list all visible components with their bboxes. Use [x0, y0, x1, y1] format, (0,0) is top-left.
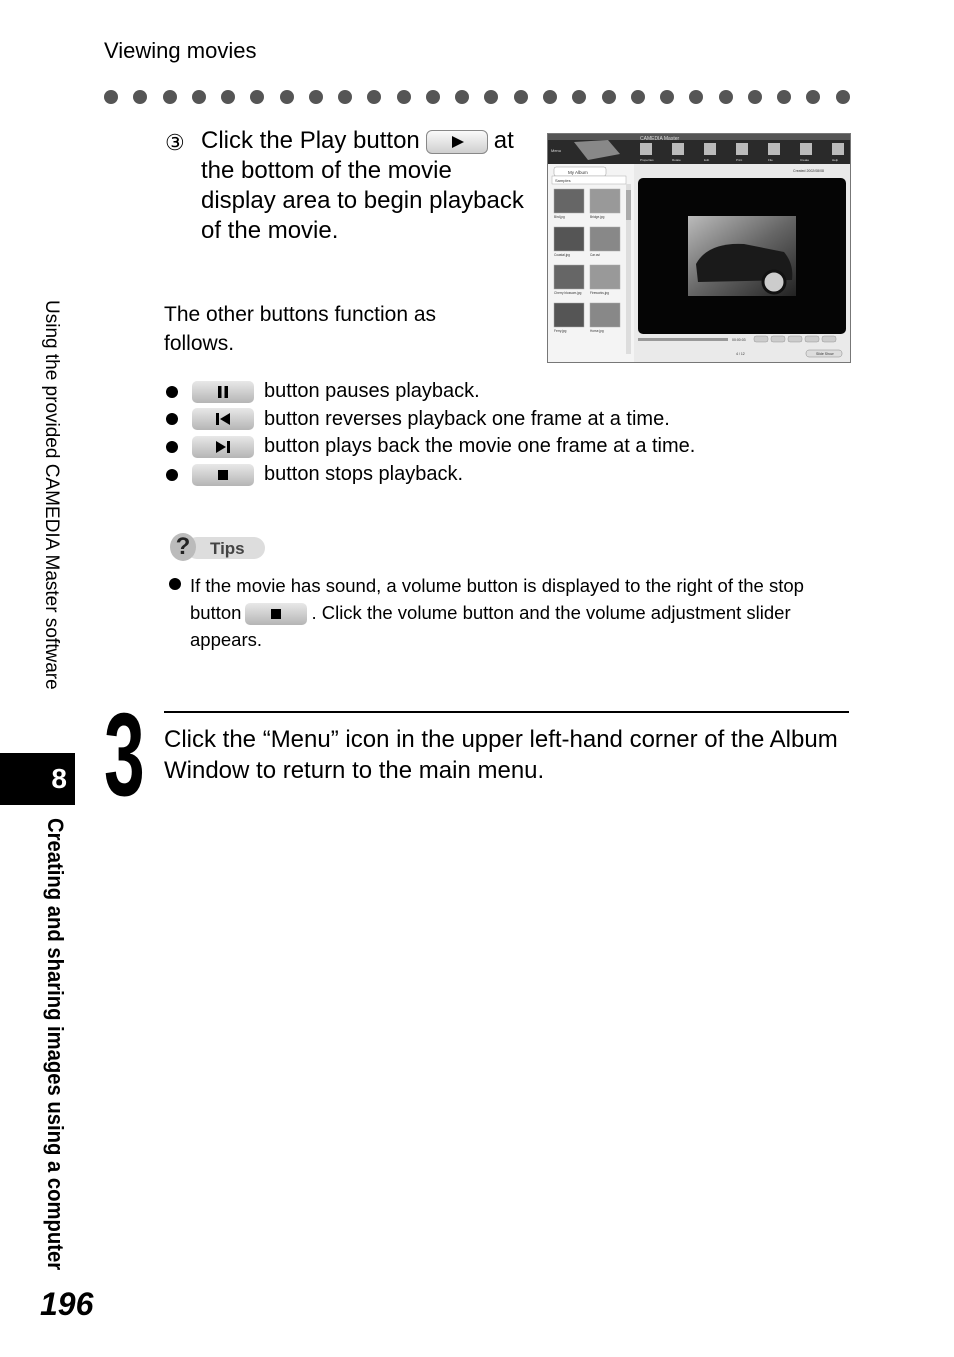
divider-dot	[192, 90, 206, 104]
screenshot-counter: 4 / 12	[736, 352, 745, 356]
thumbnail-label: Coastal.jpg	[554, 253, 570, 257]
divider-dot	[338, 90, 352, 104]
substep-text-before: Click the Play button	[201, 127, 420, 154]
substep-text	[201, 126, 531, 246]
stop-button[interactable]	[822, 336, 836, 342]
tips-badge	[170, 533, 266, 561]
bullet-dot	[169, 578, 181, 590]
stop-icon	[192, 464, 254, 486]
tips-label: Tips	[210, 539, 245, 558]
bullet-dot	[166, 469, 178, 481]
thumbnail-label: Bridge.jpg	[590, 215, 605, 219]
screenshot-date: Created 2002/08/08	[793, 169, 824, 173]
divider-dot	[133, 90, 147, 104]
divider-dot	[836, 90, 850, 104]
play-button[interactable]	[754, 336, 768, 342]
screenshot-menu-label: Menu	[551, 148, 562, 153]
screenshot-folder-label: Samples	[555, 178, 571, 183]
toolbar-icon[interactable]	[640, 143, 652, 155]
toolbar-icon[interactable]	[704, 143, 716, 155]
screenshot-time: 00:00:03	[732, 338, 746, 342]
thumbnail[interactable]	[554, 227, 584, 251]
divider-dot	[806, 90, 820, 104]
thumbnail[interactable]	[554, 265, 584, 289]
thumbnail-label: Fireworks.jpg	[590, 291, 609, 295]
divider-dot	[748, 90, 762, 104]
divider-dot	[367, 90, 381, 104]
divider-dot	[484, 90, 498, 104]
screenshot-tab-label: My Album	[568, 170, 588, 175]
toolbar-label: Help	[832, 158, 839, 162]
divider-dot	[280, 90, 294, 104]
thumbnail[interactable]	[590, 303, 620, 327]
thumbnail-label: Car.avi	[590, 253, 600, 257]
thumbnail[interactable]	[590, 227, 620, 251]
toolbar-icon[interactable]	[832, 143, 844, 155]
thumbnail-scrollbar	[626, 190, 631, 220]
tip-text-after: . Click the volume button and the volume adjustment slider appears.	[190, 602, 791, 650]
bullet-text: button reverses playback one frame at a time.	[264, 407, 670, 430]
thumbnail-label: Bird.jpg	[554, 215, 565, 219]
toolbar-label: Rotate	[672, 158, 681, 162]
question-icon: ?	[170, 533, 196, 561]
screenshot-graphic	[548, 134, 850, 362]
play-icon	[426, 130, 488, 154]
thumbnail[interactable]	[590, 265, 620, 289]
divider-dot	[250, 90, 264, 104]
divider-dot	[455, 90, 469, 104]
bullet-text: button stops playback.	[264, 463, 464, 486]
toolbar-icon[interactable]	[768, 143, 780, 155]
divider-dot	[397, 90, 411, 104]
divider-dot	[660, 90, 674, 104]
frame-back-icon	[192, 408, 254, 430]
stop-icon	[245, 603, 307, 625]
app-screenshot	[547, 133, 851, 363]
toolbar-label: Properties	[640, 158, 654, 162]
step-text: Click the “Menu” icon in the upper left-hand corner of the Album Window to return to the main menu.	[164, 726, 838, 784]
thumbnail-label: Ferry.jpg	[554, 329, 567, 333]
back-button[interactable]	[788, 336, 802, 342]
chapter-tab: 8	[0, 753, 75, 805]
divider-dot	[572, 90, 586, 104]
bullet-dot	[166, 413, 178, 425]
list-item	[166, 378, 866, 406]
divider-dot	[631, 90, 645, 104]
thumbnail-label: Horse.jpg	[590, 329, 604, 333]
pause-icon	[192, 381, 254, 403]
running-head	[40, 300, 72, 740]
divider-dot	[163, 90, 177, 104]
screenshot-player-controls	[754, 336, 836, 342]
divider-dot	[104, 90, 118, 104]
bullet-dot	[166, 441, 178, 453]
divider-dot	[543, 90, 557, 104]
button-list	[166, 378, 866, 488]
step-number: 3	[104, 689, 145, 821]
bullet-text: button plays back the movie one frame at a time.	[264, 435, 696, 458]
divider-dot	[719, 90, 733, 104]
tip-text	[190, 572, 850, 653]
substep-text-after: at the bottom of the movie display area to begin playback of the movie.	[201, 127, 524, 244]
seek-bar	[638, 338, 728, 341]
divider-dot	[426, 90, 440, 104]
car-wheel	[763, 271, 785, 293]
toolbar-icon[interactable]	[736, 143, 748, 155]
running-head-text: Using the provided CAMEDIA Master software	[41, 300, 62, 690]
toolbar-label: Print	[736, 158, 743, 162]
screenshot-slideshow-label: Slide Show	[816, 352, 834, 356]
divider-dot	[777, 90, 791, 104]
other-buttons-intro: The other buttons function as follows.	[164, 303, 437, 355]
pause-button[interactable]	[771, 336, 785, 342]
toolbar-icon[interactable]	[672, 143, 684, 155]
thumbnail-label: Cherry blossom.jpg	[554, 291, 582, 295]
page-number: 196	[40, 1286, 94, 1322]
bullet-text: button pauses playback.	[264, 380, 480, 403]
dot-divider	[104, 90, 850, 106]
divider-dot	[689, 90, 703, 104]
chapter-title	[42, 818, 76, 1278]
divider-dot	[221, 90, 235, 104]
substep-marker: ③	[165, 130, 185, 155]
thumbnail[interactable]	[554, 303, 584, 327]
thumbnail[interactable]	[590, 189, 620, 213]
frame-forward-icon	[192, 436, 254, 458]
toolbar-label: Create	[800, 158, 810, 162]
toolbar-label: Edit	[704, 158, 710, 162]
list-item	[166, 406, 866, 434]
screenshot-app-title: CAMEDIA Master	[640, 136, 680, 142]
step-divider	[164, 711, 849, 713]
tip-text-before: If the movie has sound, a volume button is displayed to the right of the stop button	[190, 575, 804, 623]
divider-dot	[602, 90, 616, 104]
bullet-dot	[166, 386, 178, 398]
section-header: Viewing movies	[104, 38, 257, 63]
list-item	[166, 433, 866, 461]
divider-dot	[514, 90, 528, 104]
list-item	[166, 461, 866, 489]
chapter-title-text: Creating and sharing images using a computer	[43, 818, 68, 1271]
toolbar-label: File	[768, 158, 773, 162]
toolbar-icon[interactable]	[800, 143, 812, 155]
thumbnail[interactable]	[554, 189, 584, 213]
fwd-button[interactable]	[805, 336, 819, 342]
divider-dot	[309, 90, 323, 104]
